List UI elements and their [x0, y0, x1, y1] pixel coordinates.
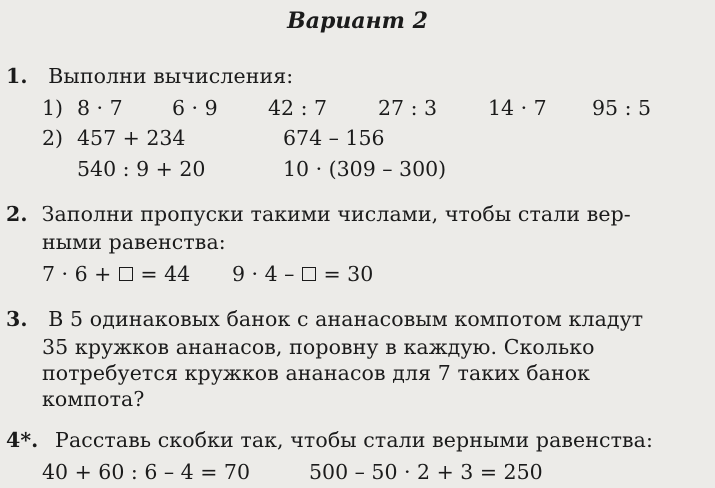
task1-number: 1. [6, 64, 28, 88]
task2-eq1-left: 7 · 6 + [42, 262, 112, 286]
task1-expr-5: 14 · 7 [488, 96, 547, 120]
task1-expr-10: 10 · (309 – 300) [283, 157, 447, 181]
task4-line1 [6, 428, 653, 452]
task1-expr-2: 6 · 9 [172, 96, 218, 120]
task1-expr-7: 457 + 234 [77, 126, 186, 150]
task1-text: Выполни вычисления: [48, 64, 294, 88]
task2-text-1: Заполни пропуски такими числами, чтобы стали вер- [41, 202, 631, 226]
task2-eq1-right: = 44 [140, 262, 191, 286]
task1-expr-4: 27 : 3 [378, 96, 438, 120]
task1-expr-3: 42 : 7 [268, 96, 328, 120]
task3-text-4: компота? [42, 387, 145, 411]
task2-text-2: ными равенства: [42, 230, 226, 254]
task3-line1 [6, 307, 643, 331]
variant-title: Вариант 2 [287, 8, 428, 34]
task2-equation-2 [232, 262, 373, 286]
task4-equation-1: 40 + 60 : 6 – 4 = 70 [42, 460, 250, 484]
task1-row2-label: 2) [42, 126, 64, 150]
blank-box-2[interactable] [302, 267, 316, 281]
task1-expr-1: 8 · 7 [77, 96, 123, 120]
task1-expr-8: 674 – 156 [283, 126, 385, 150]
task4-number: 4*. [6, 428, 39, 452]
task1-row1-label: 1) [42, 96, 64, 120]
task2-equation-1 [42, 262, 190, 286]
task3-text-1: В 5 одинаковых банок с ананасовым компотом кладут [48, 307, 644, 331]
task4-text: Расставь скобки так, чтобы стали верными равенства: [55, 428, 654, 452]
task1-expr-9: 540 : 9 + 20 [77, 157, 206, 181]
blank-box-1[interactable] [119, 267, 133, 281]
task2-eq2-right: = 30 [323, 262, 374, 286]
task2-number: 2. [6, 202, 28, 226]
task3-number: 3. [6, 307, 28, 331]
task3-text-2: 35 кружков ананасов, поровну в каждую. Сколько [42, 335, 595, 359]
task2-eq2-left: 9 · 4 – [232, 262, 295, 286]
task1-expr-6: 95 : 5 [592, 96, 652, 120]
task1-heading [6, 64, 293, 88]
task4-equation-2: 500 – 50 · 2 + 3 = 250 [309, 460, 543, 484]
task3-text-3: потребуется кружков ананасов для 7 таких банок [42, 361, 591, 385]
task2-line1 [6, 202, 674, 226]
